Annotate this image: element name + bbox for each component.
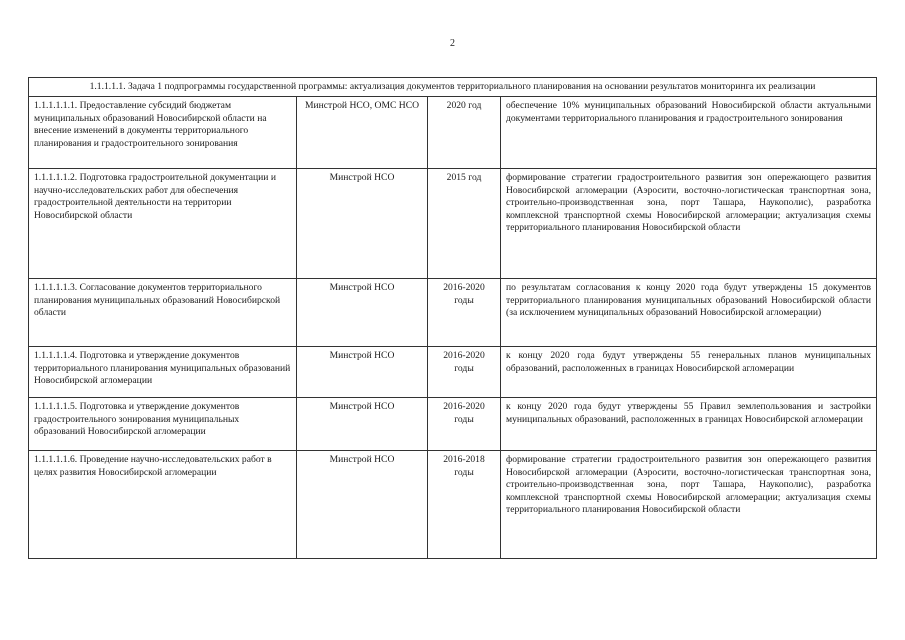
period-cell: 2016-2020 годы bbox=[428, 347, 501, 398]
table-row bbox=[29, 97, 877, 169]
task-title: 1.1.1.1.1. Задача 1 подпрограммы государственной программы: актуализация документов территориального планирования на основании результатов мониторинга их реализации bbox=[29, 78, 877, 97]
executor-cell: Минстрой НСО bbox=[297, 279, 428, 347]
executor-cell: Минстрой НСО bbox=[297, 347, 428, 398]
measure-name-cell: 1.1.1.1.1.2. Подготовка градостроительной документации и научно-исследовательских работ для обеспечения градостроительной деятельности на территории Новосибирской области bbox=[29, 169, 297, 279]
executor-cell: Минстрой НСО, ОМС НСО bbox=[297, 97, 428, 169]
period-cell: 2020 год bbox=[428, 97, 501, 169]
result-cell: обеспечение 10% муниципальных образований Новосибирской области актуальными документами территориального планирования и градостроительного зонирования bbox=[501, 97, 877, 169]
measure-name-cell: 1.1.1.1.1.3. Согласование документов территориального планирования муниципальных образований Новосибирской области bbox=[29, 279, 297, 347]
period-cell: 2016-2018 годы bbox=[428, 451, 501, 559]
measure-name-cell: 1.1.1.1.1.1. Предоставление субсидий бюджетам муниципальных образований Новосибирской области на внесение изменений в документы территориального планирования и градостроительного зонирования bbox=[29, 97, 297, 169]
executor-cell: Минстрой НСО bbox=[297, 398, 428, 451]
result-cell: формирование стратегии градостроительного развития зон опережающего развития Новосибирской агломерации (Аэросити, восточно-логистическая транспортная зона, строительно-производственная зона, порт Ташара, Наукополис), разработка комплексной транспортной схемы Новосибирской агломерации; актуализация схемы территориального планирования Новосибирской области bbox=[501, 169, 877, 279]
period-cell: 2015 год bbox=[428, 169, 501, 279]
page-number: 2 bbox=[450, 38, 455, 49]
program-table bbox=[28, 77, 877, 559]
measure-name-cell: 1.1.1.1.1.5. Подготовка и утверждение документов градостроительного зонирования муниципальных образований Новосибирской агломерации bbox=[29, 398, 297, 451]
result-cell: формирование стратегии градостроительного развития зон опережающего развития Новосибирской агломерации (Аэросити, восточно-логистическая транспортная зона, строительно-производственная зона, порт Ташара, Наукополис), разработка комплексной транспортной схемы Новосибирской агломерации; актуализация схемы территориального планирования Новосибирской области bbox=[501, 451, 877, 559]
measure-name-cell: 1.1.1.1.1.4. Подготовка и утверждение документов территориального планирования муниципальных образований Новосибирской агломерации bbox=[29, 347, 297, 398]
period-cell: 2016-2020 годы bbox=[428, 279, 501, 347]
table-row bbox=[29, 169, 877, 279]
result-cell: по результатам согласования к концу 2020 года будут утверждены 15 документов территориального планирования муниципальных образований Новосибирской области (за исключением муниципальных образований Новосибирской агломерации) bbox=[501, 279, 877, 347]
table-row bbox=[29, 451, 877, 559]
result-cell: к концу 2020 года будут утверждены 55 Правил землепользования и застройки муниципальных образований, расположенных в границах Новосибирской агломерации bbox=[501, 398, 877, 451]
table-row bbox=[29, 398, 877, 451]
executor-cell: Минстрой НСО bbox=[297, 169, 428, 279]
executor-cell: Минстрой НСО bbox=[297, 451, 428, 559]
task-header-row bbox=[29, 78, 877, 97]
period-cell: 2016-2020 годы bbox=[428, 398, 501, 451]
table-row bbox=[29, 347, 877, 398]
table-row bbox=[29, 279, 877, 347]
measure-name-cell: 1.1.1.1.1.6. Проведение научно-исследовательских работ в целях развития Новосибирской агломерации bbox=[29, 451, 297, 559]
result-cell: к концу 2020 года будут утверждены 55 генеральных планов муниципальных образований, расположенных в границах Новосибирской агломерации bbox=[501, 347, 877, 398]
